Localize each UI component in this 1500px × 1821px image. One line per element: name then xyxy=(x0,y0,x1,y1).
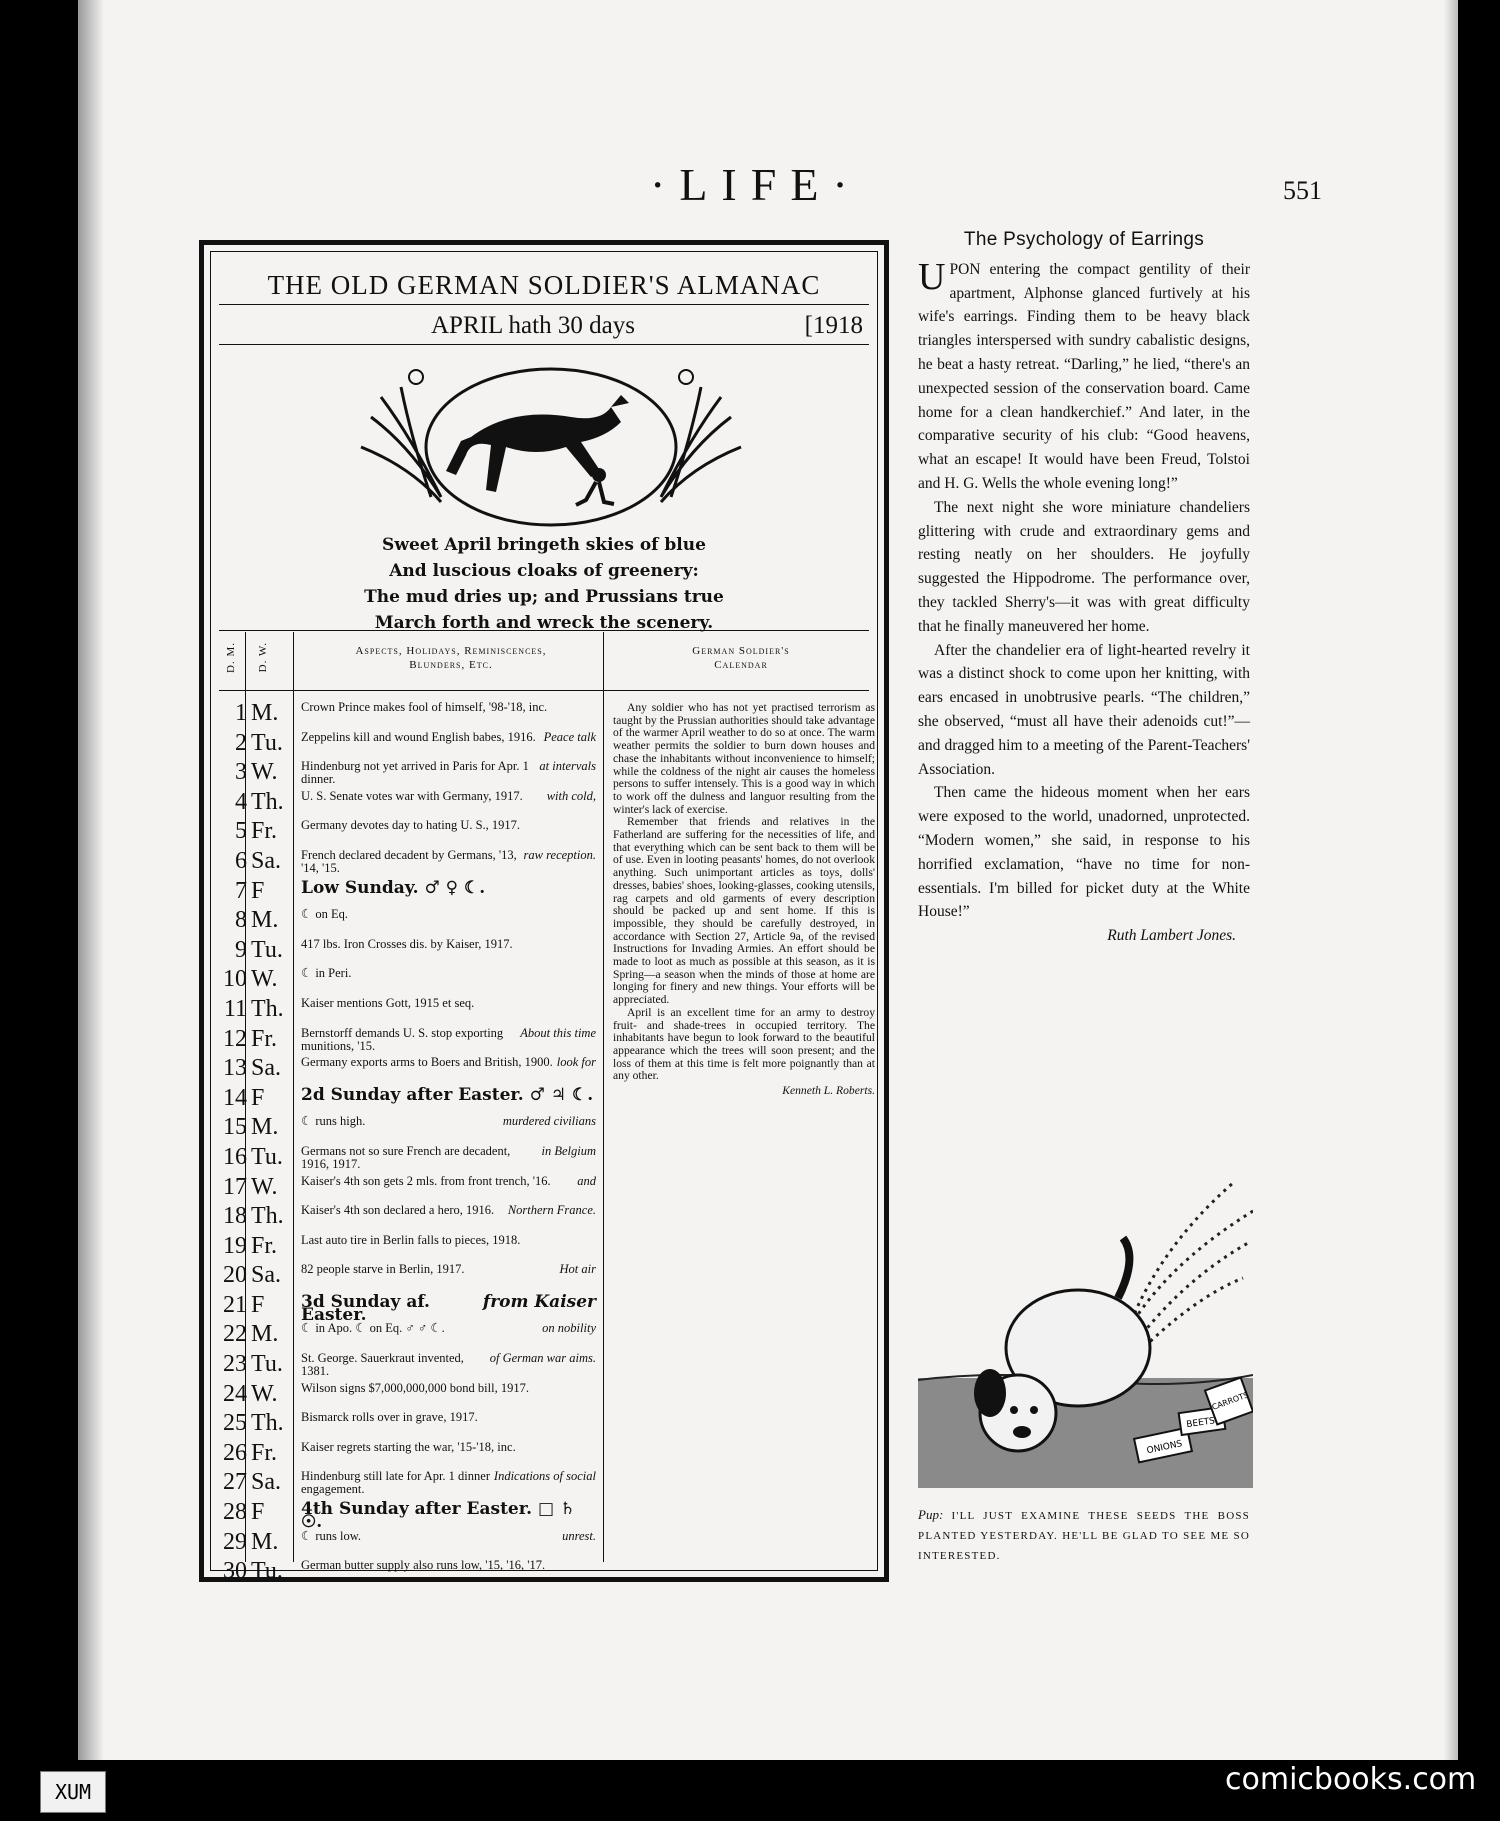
almanac-day-row xyxy=(219,1350,601,1380)
almanac-day-row xyxy=(219,1202,601,1232)
day-event xyxy=(301,1145,596,1171)
day-margin-note: and xyxy=(577,1173,596,1188)
drop-cap: U xyxy=(918,255,946,298)
day-of-month: 1 xyxy=(235,700,247,726)
calendar-paragraph: Remember that friends and relatives in the Fatherland are suffering for the necessities of life, and that everything which can be sent back to them will be of use. Even in looting peasants' homes, do not overlook anything. Such unimportant articles as toys, dolls' dresses, babies' shoes, looking-glasses, cooking utensils, rag carpets and old garments of every description should be packed up and sent home. If this is impossible, they should be carefully destroyed, in accordance with Section 27, Article 9a, of the revised Instructions for Invading Armies. An effort should be made to loot as much as possible at this season, as it is Spring—a season when the minds of those at home are longing for finery and new things. Your efforts will be appreciated. xyxy=(613,815,875,1007)
day-event-text: Hindenburg still late for Apr. 1 dinner engagement. xyxy=(301,1469,490,1497)
day-event-text: ☾ in Peri. xyxy=(301,966,352,981)
day-of-month: 29 xyxy=(223,1528,247,1555)
divider xyxy=(219,304,869,305)
almanac-day-row xyxy=(219,995,601,1025)
poem-line: The mud dries up; and Prussians true xyxy=(364,587,724,607)
almanac-day-row xyxy=(219,1380,601,1410)
caption-speaker: Pup: xyxy=(918,1507,944,1522)
masthead-title: ·LIFE· xyxy=(650,159,862,210)
goat-and-soldier-illustration xyxy=(341,357,761,532)
day-event-text: ☾ on Eq. xyxy=(301,907,348,922)
day-event xyxy=(301,1441,596,1454)
day-event-text: Zeppelins kill and wound English babes, 1916. xyxy=(301,729,536,744)
header-aspects-line: Aspects, Holidays, Reminiscences, xyxy=(355,645,547,657)
day-of-week: Tu. xyxy=(251,729,283,756)
day-event xyxy=(301,997,596,1010)
day-event xyxy=(301,1204,596,1217)
almanac-day-row xyxy=(219,906,601,936)
almanac-day-row xyxy=(219,965,601,995)
day-of-month: 10 xyxy=(223,966,247,993)
day-of-month: 30 xyxy=(223,1558,247,1585)
header-aspects xyxy=(301,644,601,672)
scan-label: XUM xyxy=(40,1771,106,1813)
day-event-text: Crown Prince makes fool of himself, '98-'18, inc. xyxy=(301,700,548,714)
calendar-author: Kenneth L. Roberts. xyxy=(782,1084,875,1098)
day-of-month: 9 xyxy=(235,936,247,963)
almanac-day-row xyxy=(219,1143,601,1173)
day-of-month: 5 xyxy=(235,818,247,845)
day-event xyxy=(301,1084,596,1105)
day-of-week: Sa. xyxy=(251,1262,281,1289)
day-margin-note: About this time xyxy=(520,1025,596,1040)
day-of-week: Fr. xyxy=(251,1025,278,1052)
day-event xyxy=(301,1234,596,1247)
day-event-text: 2d Sunday after Easter. ♂ ♃ ☾. xyxy=(301,1084,594,1105)
almanac-day-row xyxy=(219,1528,601,1558)
essay-paragraph xyxy=(918,255,1250,496)
header-calendar xyxy=(611,644,871,672)
day-event-text: Kaiser mentions Gott, 1915 et seq. xyxy=(301,995,475,1010)
day-event-text: Hindenburg not yet arrived in Paris for Apr. 1 dinner. xyxy=(301,759,529,787)
day-of-month: 22 xyxy=(223,1321,247,1348)
day-event-text: St. George. Sauerkraut invented, 1381. xyxy=(301,1351,464,1379)
header-day-of-week: D. W. xyxy=(257,642,269,673)
almanac-day-row xyxy=(219,1084,601,1114)
day-of-week: W. xyxy=(251,1380,278,1407)
day-of-week: Fr. xyxy=(251,818,278,845)
essay-paragraph: After the chandelier era of light-hearted revelry it was a distinct shock to come upon her knitting, with ears encased in unobtrusive pearls. “The children,” she observed, “must all have their adenoids cut!”—and dragged him to a meeting of the Parent-Teachers' Association. xyxy=(918,641,1250,778)
day-of-month: 18 xyxy=(223,1203,247,1230)
day-of-month: 28 xyxy=(223,1499,247,1526)
day-event xyxy=(301,1411,596,1424)
day-margin-note: murdered civilians xyxy=(502,1114,596,1129)
day-event xyxy=(301,1559,596,1572)
divider xyxy=(219,630,869,631)
day-margin-note: raw reception. xyxy=(523,847,596,862)
column-rule xyxy=(603,632,604,1562)
day-of-week: M. xyxy=(251,700,279,726)
day-event-text: Low Sunday. ♂ ♀ ☾. xyxy=(301,877,486,898)
day-margin-note: Indications of social xyxy=(493,1469,596,1484)
essay-paragraph: The next night she wore miniature chandeliers glittering with crude and extraordinary gems and resting neatly on her shoulders. He joyfully suggested the Hippodrome. The performance over, they tackled Sherry's—it was with great difficulty that he finally maneuvered her home. xyxy=(918,498,1250,635)
day-event xyxy=(301,908,596,921)
day-of-week: F xyxy=(251,1084,265,1111)
essay-title: The Psychology of Earrings xyxy=(963,229,1205,250)
day-margin-note: from Kaiser xyxy=(482,1291,596,1312)
almanac-day-row xyxy=(219,847,601,877)
day-event-text: German butter supply also runs low, '15, '16, '17. xyxy=(301,1558,546,1573)
day-of-month: 26 xyxy=(223,1439,247,1466)
day-rows xyxy=(219,699,601,1587)
almanac-day-row xyxy=(219,729,601,759)
day-of-week: W. xyxy=(251,966,278,993)
almanac-day-row xyxy=(219,1439,601,1469)
day-margin-note: at intervals xyxy=(539,759,596,774)
day-margin-note: in Belgium xyxy=(541,1143,596,1158)
day-of-month: 14 xyxy=(223,1084,247,1111)
header-calendar-line: Calendar xyxy=(714,659,768,671)
poem-line: Sweet April bringeth skies of blue xyxy=(382,535,706,555)
day-of-week: M. xyxy=(251,1321,279,1348)
day-event xyxy=(301,760,596,786)
page-edge xyxy=(1444,0,1458,1760)
day-event xyxy=(301,1530,596,1543)
day-of-month: 13 xyxy=(223,1055,247,1082)
day-event-text: Bismarck rolls over in grave, 1917. xyxy=(301,1410,478,1425)
almanac-day-row xyxy=(219,1261,601,1291)
day-of-week: Sa. xyxy=(251,1055,281,1082)
almanac-day-row xyxy=(219,1025,601,1055)
day-event xyxy=(301,731,596,744)
site-watermark: comicbooks.com xyxy=(1225,1762,1477,1797)
almanac-day-row xyxy=(219,1054,601,1084)
day-of-week: W. xyxy=(251,759,278,786)
soldier-calendar-text xyxy=(613,702,875,1098)
almanac-day-row xyxy=(219,1173,601,1203)
day-event xyxy=(301,1382,596,1395)
almanac-day-row xyxy=(219,1468,601,1498)
almanac-day-row xyxy=(219,1409,601,1439)
day-of-week: Tu. xyxy=(251,1143,283,1170)
almanac-poem xyxy=(211,532,877,636)
day-event xyxy=(301,967,596,980)
day-event xyxy=(301,1027,596,1053)
sign-label: ONIONS xyxy=(1145,1439,1184,1457)
day-of-month: 11 xyxy=(223,995,247,1022)
day-event xyxy=(301,1175,596,1188)
day-of-week: F xyxy=(251,1291,265,1318)
almanac-month-line: APRIL hath 30 days xyxy=(431,312,635,339)
day-event xyxy=(301,1470,596,1496)
almanac-day-row xyxy=(219,1232,601,1262)
day-margin-note: of German war aims. xyxy=(489,1351,596,1366)
day-event xyxy=(301,1499,596,1533)
day-of-week: Tu. xyxy=(251,1351,283,1378)
day-of-week: Fr. xyxy=(251,1232,278,1259)
day-event xyxy=(301,938,596,951)
day-of-week: F xyxy=(251,877,265,904)
almanac-day-row xyxy=(219,1291,601,1325)
day-of-month: 21 xyxy=(223,1291,247,1318)
day-of-week: M. xyxy=(251,1528,279,1555)
day-of-week: Th. xyxy=(251,995,284,1022)
day-margin-note: unrest. xyxy=(562,1528,596,1543)
cartoon-caption xyxy=(918,1505,1250,1566)
divider xyxy=(219,690,869,691)
day-event-text: Kaiser's 4th son declared a hero, 1916. xyxy=(301,1203,495,1218)
day-event-text: Germany devotes day to hating U. S., 1917. xyxy=(301,818,521,833)
day-of-week: M. xyxy=(251,1114,279,1141)
almanac-year: [1918 xyxy=(804,312,863,339)
almanac-day-row xyxy=(219,788,601,818)
day-event xyxy=(301,1263,596,1276)
day-of-month: 12 xyxy=(223,1025,247,1052)
day-event-text: Kaiser regrets starting the war, '15-'18, inc. xyxy=(301,1439,516,1454)
header-calendar-line: German Soldier's xyxy=(692,645,790,657)
page-gutter xyxy=(78,0,104,1760)
day-event xyxy=(301,1352,596,1378)
day-of-week: W. xyxy=(251,1173,278,1200)
day-of-month: 15 xyxy=(223,1114,247,1141)
day-of-month: 24 xyxy=(223,1380,247,1407)
poem-line: March forth and wreck the scenery. xyxy=(374,613,714,633)
day-of-month: 4 xyxy=(235,788,247,815)
day-event-text: 4th Sunday after Easter. □ ♄ ☉. xyxy=(301,1499,576,1533)
day-of-month: 23 xyxy=(223,1351,247,1378)
magazine-page xyxy=(78,0,1458,1760)
day-of-week: Th. xyxy=(251,788,284,815)
day-of-month: 2 xyxy=(235,729,247,756)
essay-paragraph: Then came the hideous moment when her ears were exposed to the world, unadorned, unprotected. “Modern women,” she said, in response to his horrified exclamation, “have no time for non-essentials. I'm billed for picket duty at the White House!” xyxy=(918,784,1250,921)
day-margin-note: Peace talk xyxy=(543,729,596,744)
day-of-week: Fr. xyxy=(251,1439,278,1466)
page-number: 551 xyxy=(1283,176,1322,205)
day-event-text: French declared decadent by Germans, '13, '14, '15. xyxy=(301,847,517,875)
caption-text: I'LL JUST EXAMINE THESE SEEDS THE BOSS PLANTED YESTERDAY. HE'LL BE GLAD TO SEE ME SO INTERESTED. xyxy=(918,1510,1250,1562)
almanac-day-row xyxy=(219,877,601,907)
day-of-month: 25 xyxy=(223,1410,247,1437)
almanac-day-row xyxy=(219,699,601,729)
day-event xyxy=(301,1322,596,1335)
almanac-day-row xyxy=(219,758,601,788)
day-of-month: 8 xyxy=(235,907,247,934)
day-event-text: Bernstorff demands U. S. stop exporting munitions, '15. xyxy=(301,1025,504,1053)
day-event-text: 417 lbs. Iron Crosses dis. by Kaiser, 1917. xyxy=(301,936,513,951)
day-event-text: Last auto tire in Berlin falls to pieces, 1918. xyxy=(301,1232,521,1247)
almanac-box xyxy=(199,240,889,1585)
day-of-month: 20 xyxy=(223,1262,247,1289)
day-event xyxy=(301,1115,596,1128)
divider xyxy=(219,344,869,345)
sign-label: BEETS xyxy=(1185,1416,1216,1431)
calendar-paragraph: Any soldier who has not yet practised terrorism as taught by the Prussian authorities should take advantage of the warmer April weather to do so at once. The warm weather permits the soldier to burn down houses and chase the inhabitants without inconvenience to himself; while the coldness of the night air causes the homeless persons to suffer intensely. This is a good way in which to work off the dulness and languor resulting from the winter's lack of exercise. xyxy=(613,701,875,816)
almanac-inner-frame xyxy=(210,251,878,1585)
day-of-month: 19 xyxy=(223,1232,247,1259)
poem-line: And luscious cloaks of greenery: xyxy=(389,561,699,581)
header-aspects-line: Blunders, Etc. xyxy=(409,659,493,671)
almanac-day-row xyxy=(219,1320,601,1350)
day-event-text: Kaiser's 4th son gets 2 mls. from front trench, '16. xyxy=(301,1173,551,1188)
day-margin-note: on nobility xyxy=(542,1321,596,1336)
day-event xyxy=(301,701,596,714)
day-of-month: 16 xyxy=(223,1143,247,1170)
day-event-text: Wilson signs $7,000,000,000 bond bill, 1917. xyxy=(301,1380,529,1395)
day-event xyxy=(301,1056,596,1069)
day-event-text: ☾ runs high. xyxy=(301,1114,366,1129)
day-event xyxy=(301,819,596,832)
day-of-week: Tu. xyxy=(251,1558,283,1585)
day-of-month: 27 xyxy=(223,1469,247,1496)
day-event xyxy=(301,1291,596,1325)
almanac-title: THE OLD GERMAN SOLDIER'S ALMANAC xyxy=(267,270,821,300)
essay-paragraph-text: PON entering the compact gentility of their apartment, Alphonse glanced furtively at his wife's earrings. Finding them to be heavy black triangles interspersed with sundry cabalistic designs, he beat a hasty retreat. “Darling,” he lied, “there's an unexpected session of the conservation board. Came home for a clean handkerchief.” And later, in the comparative security of his club: “Good heavens, what an escape! It would have been Freud, Tolstoi and H. G. Wells the whole evening long!” xyxy=(918,260,1250,492)
almanac-day-row xyxy=(219,1113,601,1143)
day-of-month: 17 xyxy=(223,1173,247,1200)
day-event xyxy=(301,877,596,898)
day-event-text: 82 people starve in Berlin, 1917. xyxy=(301,1262,465,1277)
day-event-text: Germany exports arms to Boers and British, 1900. xyxy=(301,1055,553,1070)
day-of-week: M. xyxy=(251,907,279,934)
day-event-text: U. S. Senate votes war with Germany, 1917. xyxy=(301,788,523,803)
day-margin-note: Northern France. xyxy=(507,1203,596,1218)
day-of-month: 6 xyxy=(235,847,247,874)
almanac-day-row xyxy=(219,1557,601,1587)
day-event-text: Germans not so sure French are decadent, 1916, 1917. xyxy=(301,1143,511,1171)
day-of-week: Sa. xyxy=(251,1469,281,1496)
day-event-text: ☾ runs low. xyxy=(301,1528,362,1543)
day-of-month: 3 xyxy=(235,759,247,786)
day-event-text: 3d Sunday af. Easter. xyxy=(301,1291,430,1325)
essay-column xyxy=(918,228,1250,948)
calendar-paragraph: April is an excellent time for an army to destroy fruit- and shade-trees in occupied territory. The inhabitants have begun to look forward to the beautiful appearance which the trees will soon present; and the loss of them at this time is felt more poignantly than at any other. xyxy=(613,1005,875,1083)
day-of-week: Tu. xyxy=(251,936,283,963)
almanac-day-row xyxy=(219,817,601,847)
essay-author: Ruth Lambert Jones. xyxy=(1107,927,1236,945)
almanac-day-row xyxy=(219,936,601,966)
day-margin-note: look for xyxy=(556,1055,596,1070)
almanac-day-row xyxy=(219,1498,601,1533)
day-of-week: Th. xyxy=(251,1410,284,1437)
dog-digging-cartoon xyxy=(918,1148,1253,1488)
day-event-text: ☾ in Apo. ☾ on Eq. ♂ ♂ ☾. xyxy=(301,1321,445,1336)
day-of-week: Sa. xyxy=(251,847,281,874)
day-of-month: 7 xyxy=(235,877,247,904)
day-margin-note: Hot air xyxy=(559,1262,596,1277)
header-day-of-month: D. M. xyxy=(225,642,237,673)
day-event xyxy=(301,790,596,803)
day-margin-note: with cold, xyxy=(546,788,596,803)
day-of-week: F xyxy=(251,1499,265,1526)
day-of-week: Th. xyxy=(251,1203,284,1230)
day-event xyxy=(301,849,596,875)
sign-label: CARROTS xyxy=(1210,1390,1250,1412)
